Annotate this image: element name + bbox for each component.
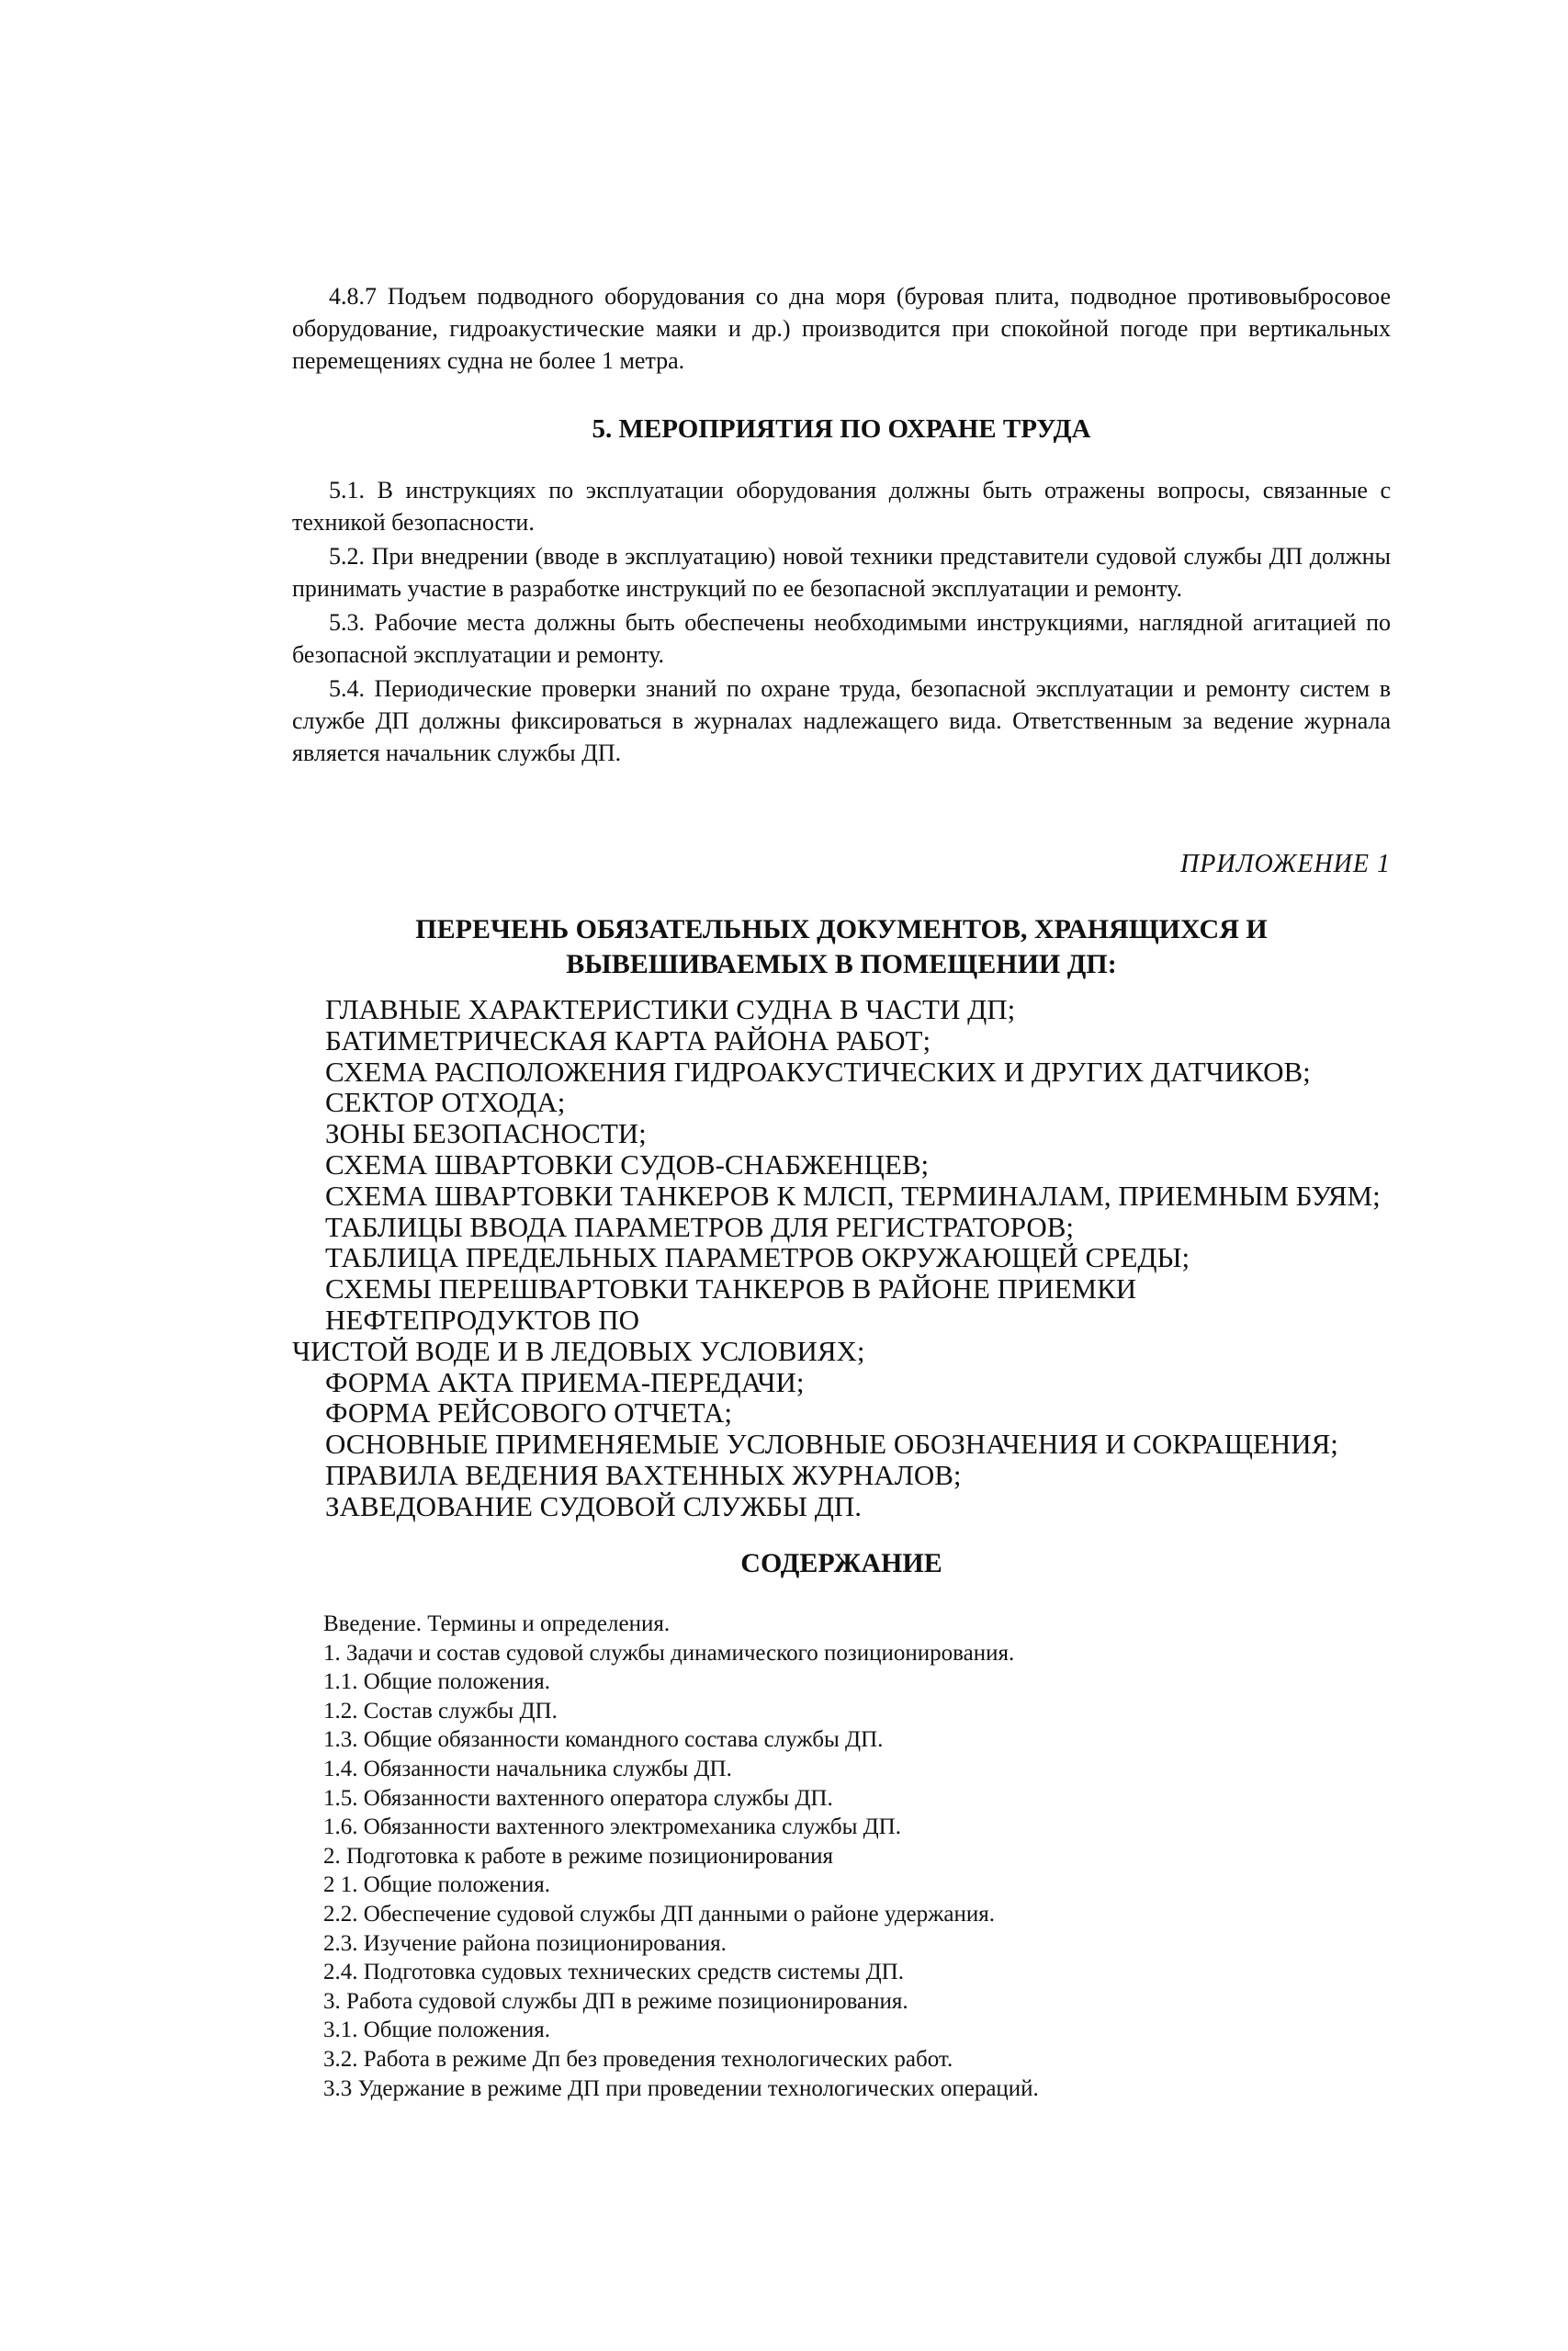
paragraph-5-2: 5.2. При внедрении (вводе в эксплуатацию) новой техники представители судовой службы ДП должны принимать участие в разработке инструкций по ее безопасной эксплуатации и ремонту. bbox=[292, 543, 1391, 602]
toc-item: 3.3 Удержание в режиме ДП при проведении технологических операций. bbox=[323, 2075, 1039, 2101]
toc-item: 1.2. Состав службы ДП. bbox=[323, 1698, 558, 1724]
section-4-8-7 bbox=[292, 280, 1391, 377]
toc-item: 2.4. Подготовка судовых технических средств системы ДП. bbox=[323, 1960, 904, 1985]
toc-item: 3.2. Работа в режиме Дп без проведения технологических работ. bbox=[323, 2046, 953, 2072]
list-item: ПРАВИЛА ВЕДЕНИЯ ВАХТЕННЫХ ЖУРНАЛОВ; bbox=[325, 1458, 962, 1491]
list-item: ФОРМА РЕЙСОВОГО ОТЧЕТА; bbox=[325, 1396, 732, 1430]
toc-item: 1.6. Обязанности вахтенного электромеханика службы ДП. bbox=[323, 1814, 901, 1840]
toc-item: 2 1. Общие положения. bbox=[323, 1872, 550, 1898]
paragraph-5-4: 5.4. Периодические проверки знаний по охране труда, безопасной эксплуатации и ремонту систем в службе ДП должны фиксироваться в журналах надлежащего вида. Ответственным за ведение журнала является начальник службы ДП. bbox=[292, 675, 1391, 766]
appendix-title bbox=[292, 912, 1391, 982]
paragraph-5-3: 5.3. Рабочие места должны быть обеспечены необходимыми инструкциями, наглядной агитацией по безопасной эксплуатации и ремонту. bbox=[292, 609, 1391, 668]
list-item: СХЕМА РАСПОЛОЖЕНИЯ ГИДРОАКУСТИЧЕСКИХ И ДРУГИХ ДАТЧИКОВ; bbox=[325, 1055, 1311, 1088]
list-item: ФОРМА АКТА ПРИЕМА-ПЕРЕДАЧИ; bbox=[325, 1365, 805, 1398]
list-item bbox=[292, 1273, 1394, 1366]
toc-item: 2.3. Изучение района позиционирования. bbox=[323, 1930, 727, 1956]
appendix-title-line-2: ВЫВЕШИВАЕМЫХ В ПОМЕЩЕНИИ ДП: bbox=[566, 949, 1117, 979]
toc-item: 1.5. Обязанности вахтенного оператора службы ДП. bbox=[323, 1785, 833, 1811]
list-item-line-2: ЧИСТОЙ ВОДЕ И В ЛЕДОВЫХ УСЛОВИЯХ; bbox=[292, 1334, 865, 1367]
appendix-label: ПРИЛОЖЕНИЕ 1 bbox=[1180, 850, 1391, 878]
toc-item: 2.2. Обеспечение судовой службы ДП данными о районе удержания. bbox=[323, 1901, 996, 1927]
toc-item: 1.1. Общие положения. bbox=[323, 1669, 550, 1695]
list-item: СХЕМА ШВАРТОВКИ ТАНКЕРОВ К МЛСП, ТЕРМИНАЛАМ, ПРИЕМНЫМ БУЯМ; bbox=[325, 1179, 1381, 1212]
list-item: СЕКТОР ОТХОДА; bbox=[325, 1086, 566, 1119]
toc-item: 3. Работа судовой службы ДП в режиме позиционирования. bbox=[323, 1988, 908, 2014]
list-item: ГЛАВНЫЕ ХАРАКТЕРИСТИКИ СУДНА В ЧАСТИ ДП; bbox=[325, 993, 1016, 1025]
paragraph-5-1: 5.1. В инструкциях по эксплуатации оборудования должны быть отражены вопросы, связанные с техникой безопасности. bbox=[292, 477, 1391, 536]
list-item: ТАБЛИЦА ПРЕДЕЛЬНЫХ ПАРАМЕТРОВ ОКРУЖАЮЩЕЙ СРЕДЫ; bbox=[325, 1241, 1190, 1274]
required-documents-list bbox=[292, 994, 1394, 1522]
contents-title: СОДЕРЖАНИЕ bbox=[740, 1548, 942, 1578]
section-5-title: 5. МЕРОПРИЯТИЯ ПО ОХРАНЕ ТРУДА bbox=[592, 414, 1091, 444]
toc-item: 1.3. Общие обязанности командного состава службы ДП. bbox=[323, 1727, 884, 1753]
table-of-contents bbox=[323, 1610, 1380, 2103]
list-item: ЗАВЕДОВАНИЕ СУДОВОЙ СЛУЖБЫ ДП. bbox=[325, 1489, 862, 1522]
toc-item: 2. Подготовка к работе в режиме позиционирования bbox=[323, 1843, 833, 1869]
list-item: ЗОНЫ БЕЗОПАСНОСТИ; bbox=[325, 1117, 647, 1150]
section-5-body bbox=[292, 474, 1391, 769]
list-item: ОСНОВНЫЕ ПРИМЕНЯЕМЫЕ УСЛОВНЫЕ ОБОЗНАЧЕНИЯ И СОКРАЩЕНИЯ; bbox=[325, 1428, 1338, 1461]
list-item: СХЕМА ШВАРТОВКИ СУДОВ-СНАБЖЕНЦЕВ; bbox=[325, 1147, 930, 1181]
list-item-line-1: СХЕМЫ ПЕРЕШВАРТОВКИ ТАНКЕРОВ В РАЙОНЕ ПРИЕМКИ НЕФТЕПРОДУКТОВ ПО bbox=[325, 1272, 1137, 1336]
paragraph-4-8-7: 4.8.7 Подъем подводного оборудования со дна моря (буровая плита, подводное противовыбросовое оборудование, гидроакустические маяки и др.) производится при спокойной погоде при вертикальных перемещениях судна не более 1 метра. bbox=[292, 283, 1391, 374]
toc-item: 3.1. Общие положения. bbox=[323, 2018, 550, 2043]
toc-item: 1. Задачи и состав судовой службы динамического позиционирования. bbox=[323, 1640, 1015, 1666]
list-item: БАТИМЕТРИЧЕСКАЯ КАРТА РАЙОНА РАБОТ; bbox=[325, 1023, 931, 1057]
toc-item: 1.4. Обязанности начальника службы ДП. bbox=[323, 1756, 732, 1781]
toc-item: Введение. Термины и определения. bbox=[323, 1611, 671, 1636]
list-item: ТАБЛИЦЫ ВВОДА ПАРАМЕТРОВ ДЛЯ РЕГИСТРАТОРОВ; bbox=[325, 1210, 1075, 1243]
appendix-title-line-1: ПЕРЕЧЕНЬ ОБЯЗАТЕЛЬНЫХ ДОКУМЕНТОВ, ХРАНЯЩИХСЯ И bbox=[415, 914, 1268, 944]
